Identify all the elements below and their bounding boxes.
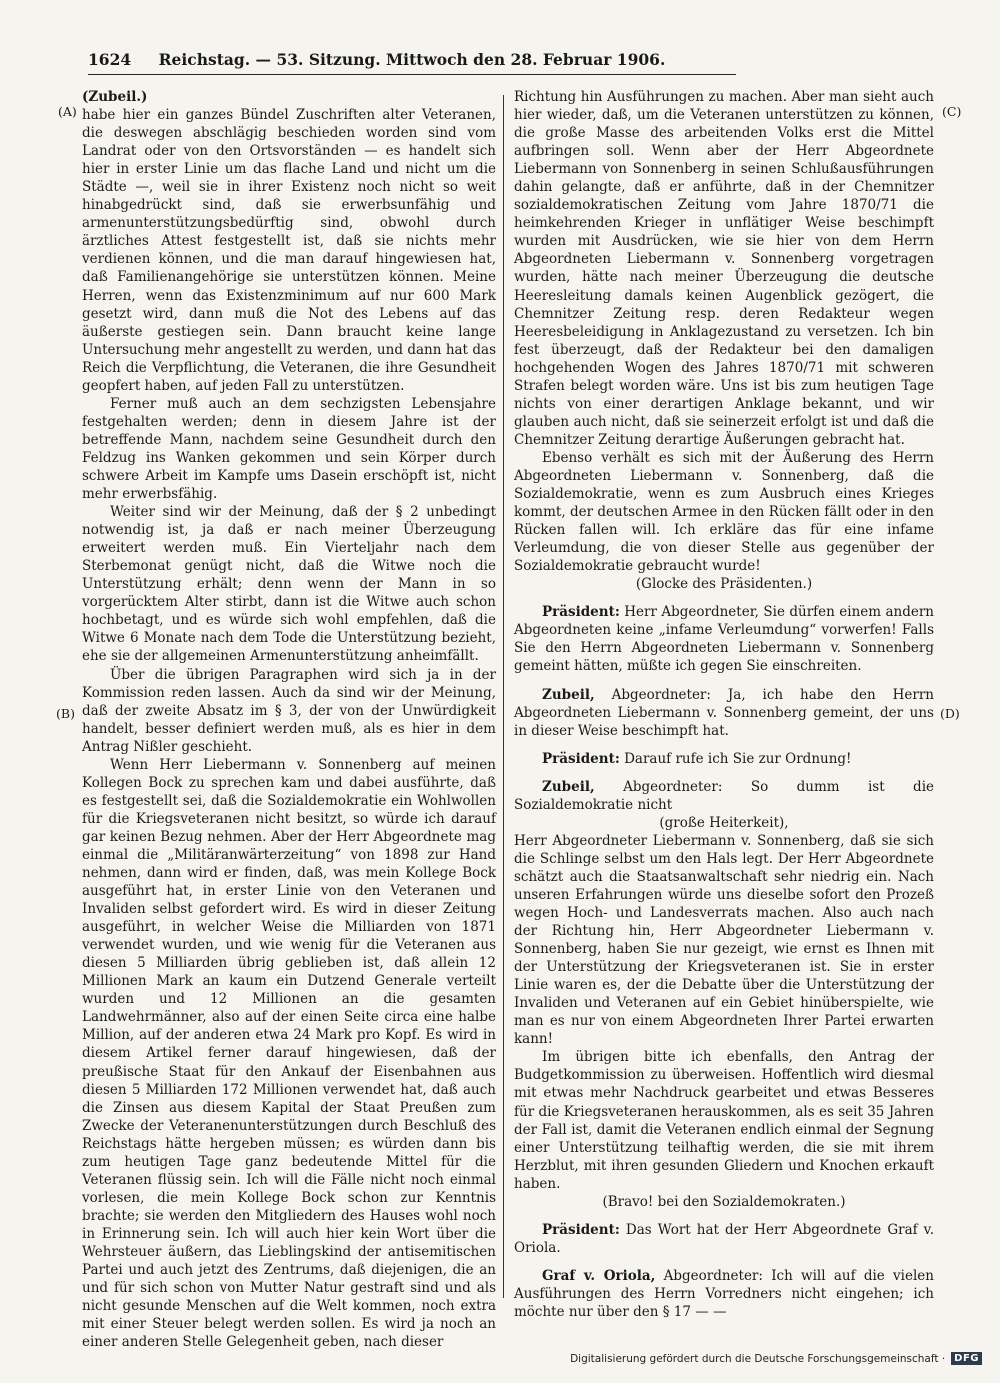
stage-direction: (Bravo! bei den Sozialdemokraten.): [602, 1193, 846, 1210]
column-divider: [503, 95, 504, 1298]
page-number: 1624: [88, 50, 132, 69]
stage-direction: (Glocke des Präsidenten.): [635, 576, 813, 593]
margin-marker-d: (D): [940, 706, 960, 721]
paragraph: Weiter sind wir der Meinung, daß der § 2 unbedingt notwendig ist, ja daß er nach meiner Überzeugung erweitert werden muß. Ein Vierteljahr nach dem Sterbemonat genügt nicht, daß die Witwe noch die Unterstützung erhält; denn wenn der Mann in so vorgerücktem Alter stirbt, dann ist die Witwe auch schon hochbetagt, und es würde sich wohl empfehlen, daß die Witwe 6 Monate nach dem Tode die Unterstützung bezieht, ehe sie der allgemeinen Armenunterstützung anheimfällt.: [82, 504, 496, 665]
speech-zubeil: [514, 686, 934, 740]
speaker-name: Graf v. Oriola,: [542, 1267, 656, 1284]
speech-president: [514, 750, 934, 768]
speech-text: Abgeordneter: Ja, ich habe den Herrn Abgeordneten Liebermann v. Sonnenberg gemeint, der uns in dieser Weise beschimpft hat.: [514, 686, 934, 739]
speech-text: Abgeordneter: So dumm ist die Sozialdemokratie nicht: [514, 778, 934, 813]
footer-text: Digitalisierung gefördert durch die Deutsche Forschungsgemeinschaft ·: [570, 1352, 946, 1365]
speech-zubeil: [514, 778, 934, 814]
dfg-logo: DFG: [951, 1352, 982, 1365]
speaker-name: Präsident:: [542, 604, 620, 621]
paragraph: Wenn Herr Liebermann v. Sonnenberg auf meinen Kollegen Bock zu sprechen kam und dabei ausführte, daß es festgestellt sei, daß die Sozialdemokratie ein Wohlwollen für die Kriegsveteranen nicht besitzt, so würde ich darauf gar keinen Bezug nehmen. Aber der Herr Abgeordnete mag einmal die „Militäranwärterzeitung“ von 1898 zur Hand nehmen, dann wird er finden, daß, was mein Kollege Bock ausgeführt hat, in erster Linie von den Veteranen und Invaliden selbst gefordert wird. Es wird in dieser Zeitung ausgeführt, in welcher Weise die Milliarden von 1871 verwendet wurden, und wie wenig für die Veteranen aus diesen 5 Milliarden übrig geblieben ist, daß allein 12 Millionen Mark an kaum ein Dutzend Generale verteilt wurden und 12 Millionen an die gesamten Landwehrmänner, also auf der einen Seite circa eine halbe Million, auf der anderen etwa 24 Mark pro Kopf. Es wird in diesem Artikel ferner darauf hingewiesen, daß der preußische Staat für den Ankauf der Eisenbahnen aus diesen 5 Milliarden 172 Millionen verwendet hat, daß auch die Zinsen aus diesem Kapital der Staat Preußen zum Zwecke der Veteranenunterstützungen durch Beschluß des Reichstags hätte hergeben müssen; es würden dann bis zum heutigen Tage ganz bedeutende Mittel für die Veteranen flüssig sein. Ich will die Fälle nicht noch einmal vorlesen, die mein Kollege Bock schon zur Kenntnis brachte; sie werden den Mitgliedern des Hauses wohl noch in Erinnerung sein. Ich will auch hier kein Wort über die Wehrsteuer äußern, das Lieblingskind der antisemitischen Partei und auch jetzt des Zentrums, daß diejenigen, die an und für sich schon von Mutter Natur gestraft sind und als nicht gesunde Menschen auf die Welt kommen, noch extra mit einer Steuer belegt werden sollen. Es wird ja noch an einer anderen Stelle Gelegenheit geben, nach dieser: [82, 756, 496, 1351]
speech-president: [514, 603, 934, 675]
paragraph: Ferner muß auch an dem sechzigsten Lebensjahre festgehalten werden; denn in diesem Jahre ist der betreffende Mann, nachdem seine Gesundheit durch den Feldzug ins Wanken gekommen und sein Körper durch schwere Arbeit im Kampfe ums Dasein erschöpft ist, nicht mehr erwerbsfähig.: [82, 395, 496, 503]
section-label: (Zubeil.): [82, 89, 148, 105]
speaker-name: Zubeil,: [542, 778, 595, 795]
paragraph: Ebenso verhält es sich mit der Äußerung des Herrn Abgeordneten Liebermann v. Sonnenberg, daß die Sozialdemokratie, wenn es zum Ausbruch eines Krieges kommt, der deutschen Armee in den Rücken fällt oder in den Rücken fallen will. Ich erkläre das für eine infame Verleumdung, die von dieser Stelle aus gegenüber der Sozialdemokratie gebraucht wurde!: [514, 449, 934, 575]
page-header: [88, 50, 736, 74]
page-title: Reichstag. — 53. Sitzung. Mittwoch den 28. Februar 1906.: [158, 50, 666, 69]
margin-marker-c: (C): [942, 104, 962, 119]
margin-marker-a: (A): [58, 104, 77, 119]
speaker-name: Zubeil,: [542, 686, 595, 703]
speech-text: Abgeordneter: Ich will auf die vielen Ausführungen des Herrn Vorredners nicht eingehen; ich möchte nur über den § 17 — —: [514, 1267, 934, 1320]
speech-text: Das Wort hat der Herr Abgeordnete Graf v. Oriola.: [514, 1221, 935, 1256]
left-column: [82, 88, 496, 1351]
paragraph: Herr Abgeordneter Liebermann v. Sonnenberg, daß sie sich die Schlinge selbst um den Hals legt. Der Herr Abgeordnete schätzt auch die Staatsanwaltschaft sehr niedrig ein. Nach unseren Erfahrungen würde uns dieselbe sofort den Prozeß wegen Hoch- und Landesverrats machen. Also auch nach der Richtung hin, Herr Abgeordneter Liebermann v. Sonnenberg, haben Sie nur gezeigt, wie ernst es Ihnen mit der Unterstützung der Kriegsveteranen ist. Sie in erster Linie waren es, der die Debatte über die Unterstützung der Invaliden und Veteranen auf ein Gebiet hinüberspielte, wie man es nur von einem Abgeordneten Ihrer Partei erwarten kann!: [514, 832, 934, 1048]
paragraph: habe hier ein ganzes Bündel Zuschriften alter Veteranen, die deswegen abschlägig beschieden worden sind vom Landrat oder von den Ortsvorständen — es handelt sich hier in erster Linie um das flache Land und nicht um die Städte —, weil sie in ihrer Existenz noch nicht so weit hinabgedrückt sind, daß sie erwerbsunfähig und armenunterstützungsbedürftig sind, obwohl durch ärztliches Attest festgestellt ist, daß sie nichts mehr verdienen können, und die man darauf hingewiesen hat, daß Familienangehörige sie unterstützen können. Meine Herren, wenn das Existenzminimum auf nur 600 Mark gesetzt wird, dann muß die Not des Lebens auf das äußerste gestiegen sein. Dann braucht keine lange Untersuchung mehr angestellt zu werden, und dann hat das Reich die Verpflichtung, die Veteranen, die ihre Gesundheit geopfert haben, auf jeden Fall zu unterstützen.: [82, 107, 496, 394]
right-column: [514, 88, 934, 1321]
speech-president: [514, 1221, 934, 1257]
speech-text: Herr Abgeordneter, Sie dürfen einem andern Abgeordneten keine „infame Verleumdung“ vorwerfen! Falls Sie den Herrn Abgeordneten Liebermann v. Sonnenberg gemeint hätten, müßte ich gegen Sie einschreiten.: [514, 604, 934, 675]
margin-marker-b: (B): [56, 706, 75, 721]
speech-oriola: [514, 1267, 934, 1321]
paragraph: Richtung hin Ausführungen zu machen. Aber man sieht auch hier wieder, daß, um die Veteranen unterstützen zu können, die große Masse des arbeitenden Volks erst die Mittel aufbringen soll. Wenn aber der Herr Abgeordnete Liebermann von Sonnenberg in seinen Schlußausführungen dahin gelangte, daß er anführte, daß in der Chemnitzer sozialdemokratischen Zeitung vom Jahre 1870/71 die heimkehrenden Krieger in unflätiger Weise beschimpft wurden mit Ausdrücken, wie sie hier von dem Herrn Abgeordneten Liebermann v. Sonnenberg vorgetragen wurden, hätte nach meiner Überzeugung die deutsche Heeresleitung damals keinen Augenblick gezögert, die Chemnitzer Zeitung resp. deren Redakteur wegen Heeresbeleidigung in Anklagezustand zu versetzen. Ich bin fest überzeugt, daß der Redakteur bei den damaligen hochgehenden Wogen des Jahres 1870/71 mit schweren Strafen belegt worden wäre. Uns ist bis zum heutigen Tage nichts von einer derartigen Anklage bekannt, und wir glauben auch nicht, daß sie seinerzeit erfolgt ist und daß die Chemnitzer Zeitung derartige Äußerungen gebracht hat.: [514, 89, 934, 448]
paragraph: Über die übrigen Paragraphen wird sich ja in der Kommission reden lassen. Auch da sind wir der Meinung, daß der zweite Absatz im § 3, der von der Unwürdigkeit handelt, besser definiert werden muß, als es hier in dem Antrag Nißler geschieht.: [82, 666, 496, 755]
footer-credit: [570, 1352, 982, 1365]
stage-direction: (große Heiterkeit),: [659, 814, 789, 831]
speaker-name: Präsident:: [542, 1221, 620, 1238]
header-rule: [88, 74, 736, 75]
paragraph: Im übrigen bitte ich ebenfalls, den Antrag der Budgetkommission zu überweisen. Hoffentlich wird diesmal mit etwas mehr Nachdruck gearbeitet und etwas Besseres für die Kriegsveteranen herauskommen, als es seit 35 Jahren der Fall ist, damit die Veteranen endlich einmal der Segnung einer Unterstützung teilhaftig werden, die sie mit ihrem Herzblut, mit ihren gesunden Gliedern und Knochen erkauft haben.: [514, 1049, 934, 1192]
speech-text: Darauf rufe ich Sie zur Ordnung!: [624, 750, 852, 767]
speaker-name: Präsident:: [542, 750, 620, 767]
